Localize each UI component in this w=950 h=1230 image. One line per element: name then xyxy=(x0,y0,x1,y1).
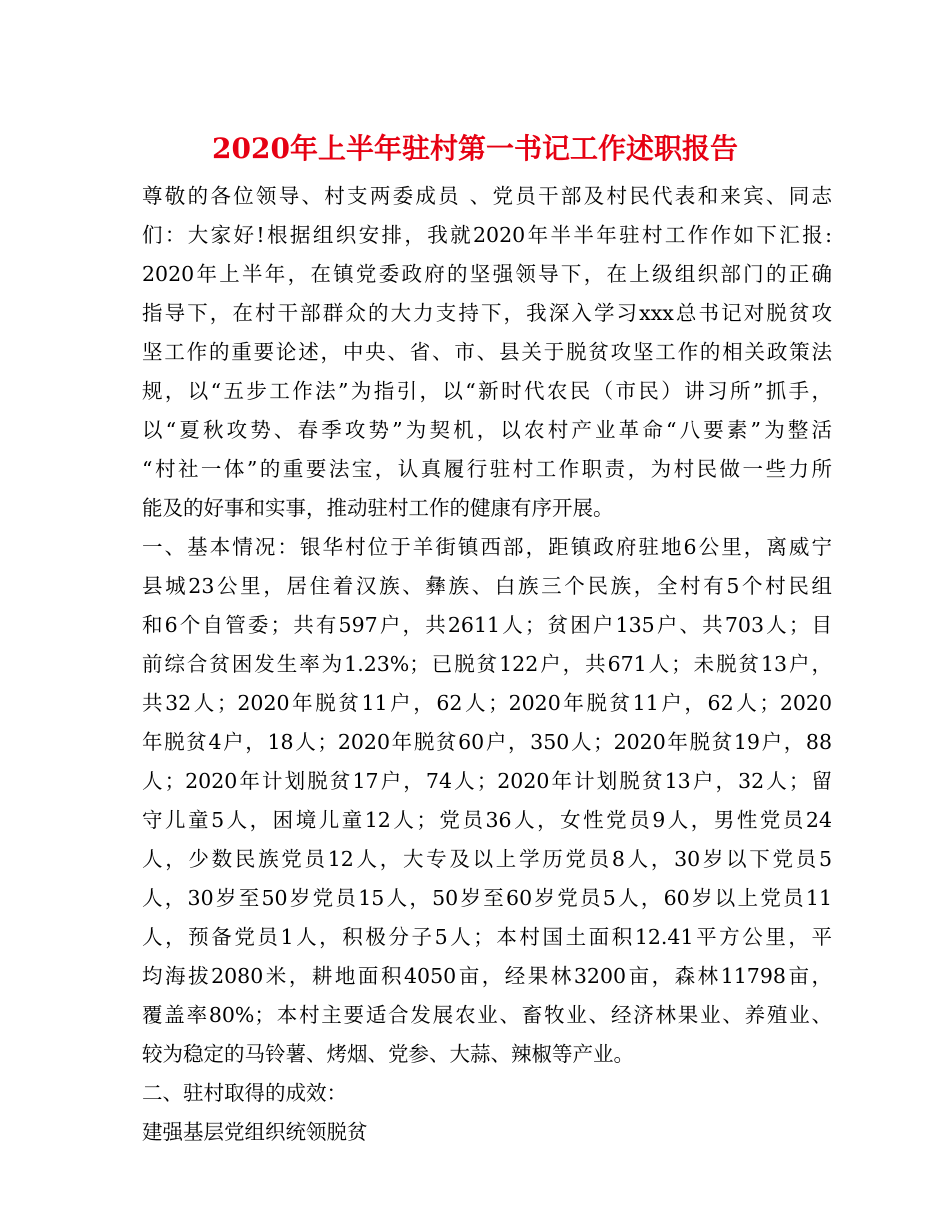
body-line: 人；2020年计划脱贫17户，74人；2020年计划脱贫13户，32人；留 xyxy=(142,769,832,793)
body-line: 人，30岁至50岁党员15人，50岁至60岁党员5人，60岁以上党员11 xyxy=(142,886,832,910)
body-line: 和6个自管委；共有597户，共2611人；贫困户135户、共703人；目 xyxy=(142,613,832,637)
body-line: 覆盖率80%；本村主要适合发展农业、畜牧业、经济林果业、养殖业、 xyxy=(142,1003,832,1027)
body-line: 人，少数民族党员12人，大专及以上学历党员8人，30岁以下党员5 xyxy=(142,847,832,871)
body-line: 守儿童5人，困境儿童12人；党员36人，女性党员9人，男性党员24 xyxy=(142,808,832,832)
body-line: 规，以“五步工作法”为指引，以“新时代农民（市民）讲习所”抓手， xyxy=(142,379,832,403)
body-line: “村社一体”的重要法宝，认真履行驻村工作职责，为村民做一些力所 xyxy=(142,457,832,481)
body-line: 一、基本情况：银华村位于羊街镇西部，距镇政府驻地6公里，离威宁 xyxy=(142,535,832,559)
body-line: 坚工作的重要论述，中央、省、市、县关于脱贫攻坚工作的相关政策法 xyxy=(142,340,832,364)
subsection-heading: 建强基层党组织统领脱贫 xyxy=(142,1120,368,1144)
body-line: 能及的好事和实事，推动驻村工作的健康有序开展。 xyxy=(142,496,614,520)
body-line: 共32人；2020年脱贫11户，62人；2020年脱贫11户，62人；2020 xyxy=(142,691,832,715)
document-body xyxy=(142,177,832,1152)
body-line: 们：大家好!根据组织安排，我就2020年半半年驻村工作作如下汇报: xyxy=(142,223,832,247)
body-line: 指导下，在村干部群众的大力支持下，我深入学习xxx总书记对脱贫攻 xyxy=(142,301,832,325)
body-line: 尊敬的各位领导、村支两委成员 、党员干部及村民代表和来宾、同志 xyxy=(142,184,832,208)
body-line: 人，预备党员1人，积极分子5人；本村国土面积12.41平方公里，平 xyxy=(142,925,832,949)
body-line: 较为稳定的马铃薯、烤烟、党参、大蒜、辣椒等产业。 xyxy=(142,1042,634,1066)
body-line: 县城23公里，居住着汉族、彝族、白族三个民族，全村有5个村民组 xyxy=(142,574,832,598)
body-line: 年脱贫4户，18人；2020年脱贫60户，350人；2020年脱贫19户，88 xyxy=(142,730,832,754)
body-line: 2020年上半年，在镇党委政府的坚强领导下，在上级组织部门的正确 xyxy=(142,262,832,286)
body-line: 以“夏秋攻势、春季攻势”为契机，以农村产业革命“八要素”为整活 xyxy=(142,418,832,442)
document-title: 2020年上半年驻村第一书记工作述职报告 xyxy=(212,132,738,165)
body-line: 前综合贫困发生率为1.23%；已脱贫122户，共671人；未脱贫13户， xyxy=(142,652,832,676)
body-line: 均海拔2080米，耕地面积4050亩，经果林3200亩，森林11798亩， xyxy=(142,964,832,988)
section-heading: 二、驻村取得的成效： xyxy=(142,1081,347,1105)
